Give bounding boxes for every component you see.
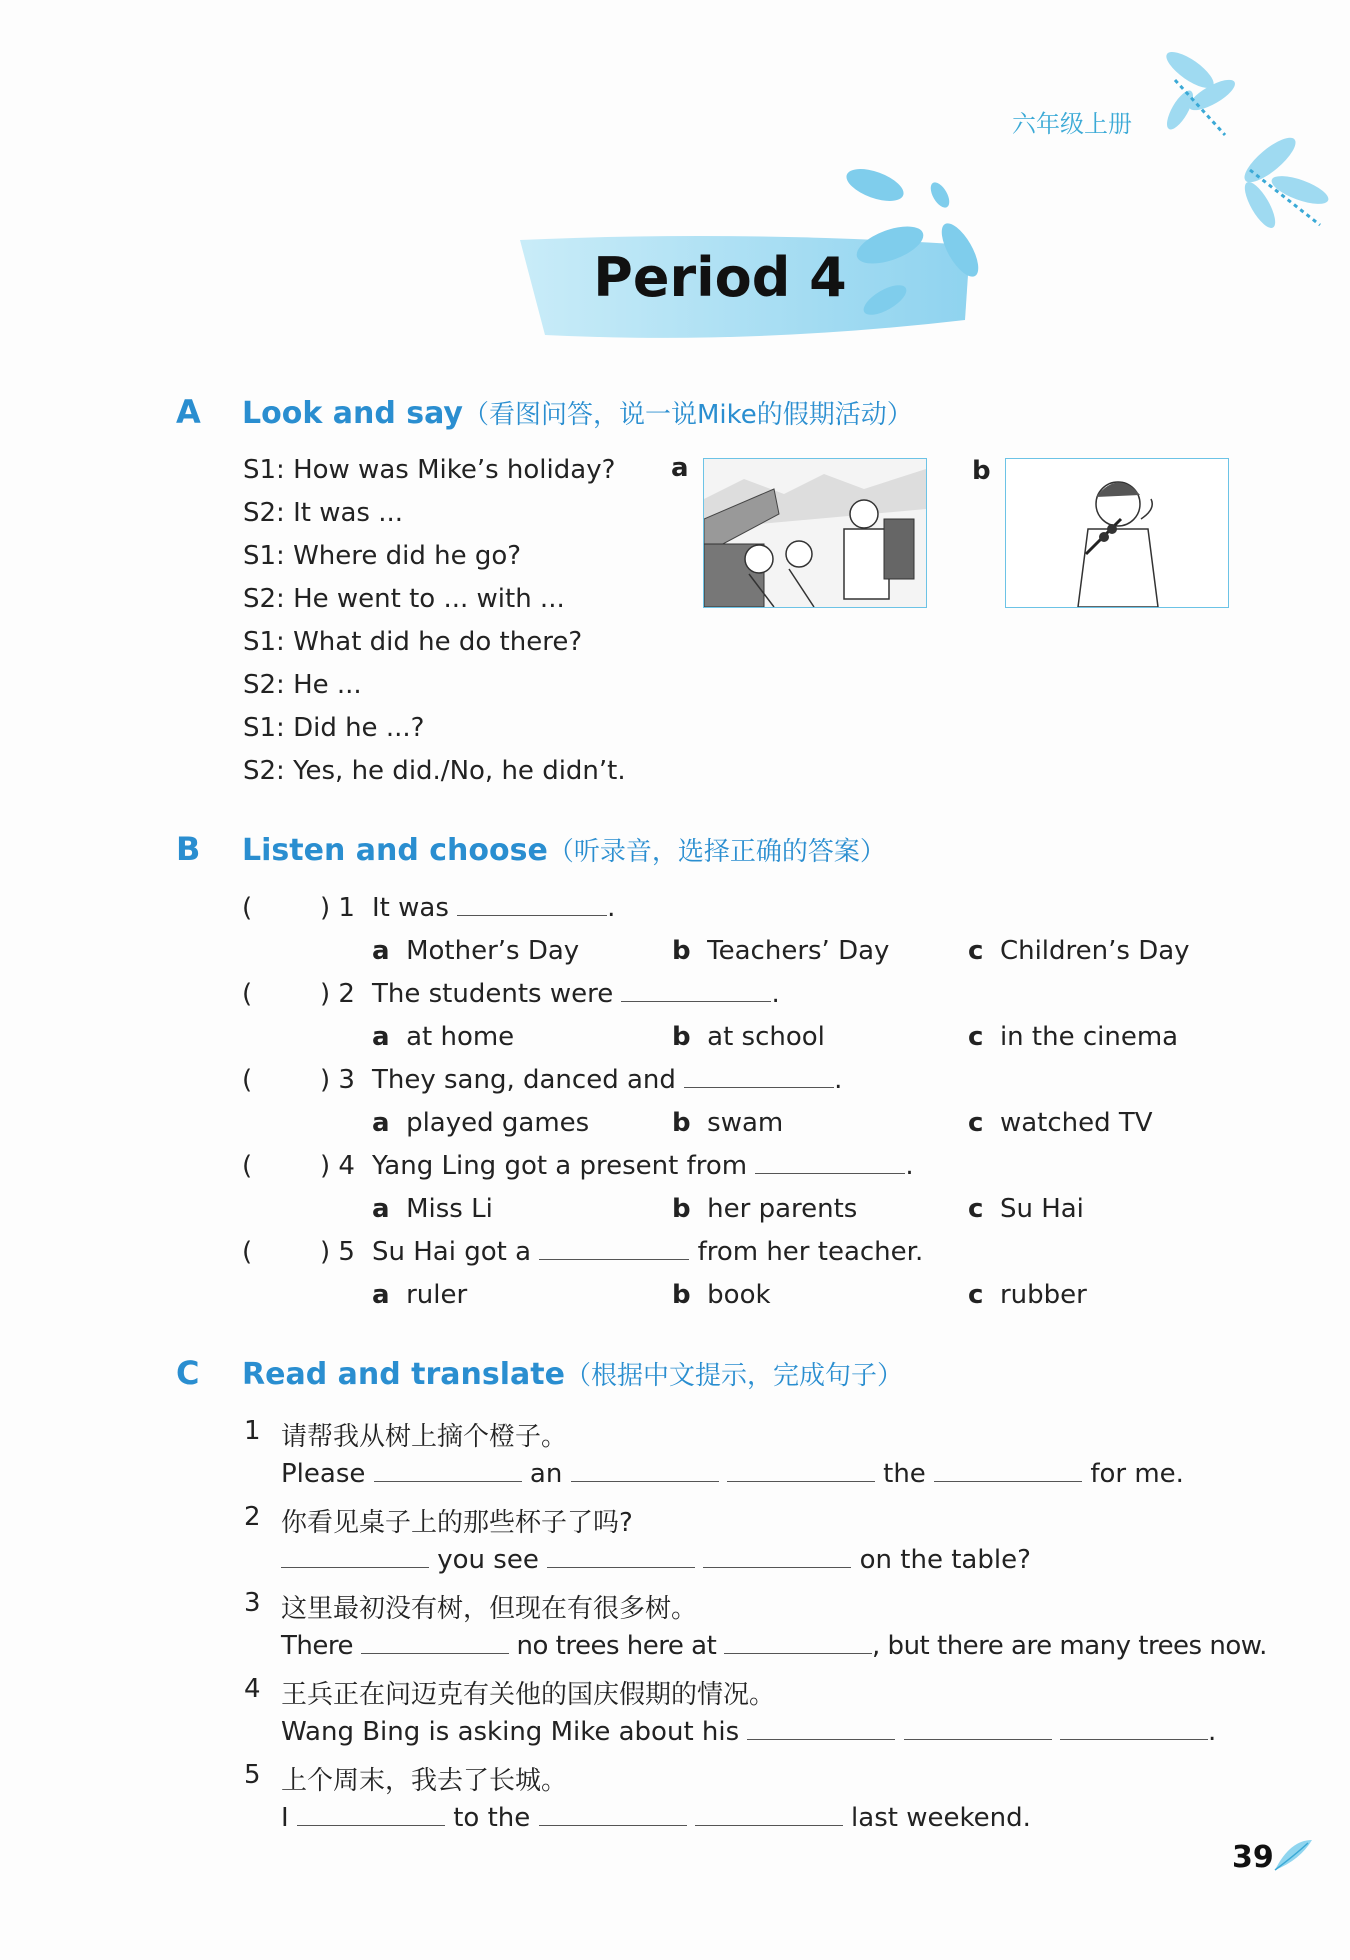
option-a: a Miss Li [372,1194,493,1224]
dialogue-line: S1: Where did he go? [243,541,522,571]
dialogue-line: S2: He went to ... with ... [243,584,565,614]
chinese-prompt: 王兵正在问迈克有关他的国庆假期的情况。 [281,1680,776,1710]
section-c-heading [242,1355,903,1392]
answer-blank[interactable] [755,1153,905,1174]
answer-paren: ( [242,979,253,1009]
translation-sentence: Please an the for me. [281,1459,1184,1489]
chinese-prompt: 上个周末，我去了长城。 [281,1766,568,1796]
answer-paren: ( [242,1065,253,1095]
question-number: ) 1 [320,893,355,923]
option-a: a Mother’s Day [372,936,580,966]
translation-sentence: I to the last weekend. [281,1803,1031,1833]
section-b-title: Listen and choose [242,833,548,868]
option-a: a played games [372,1108,590,1138]
option-a: a ruler [372,1280,468,1310]
boy-eating-illustration-icon [1006,459,1228,607]
great-wall-illustration-icon [704,459,926,607]
chinese-prompt: 这里最初没有树，但现在有很多树。 [281,1594,698,1624]
dialogue-line: S2: It was ... [243,498,403,528]
answer-blank[interactable] [684,1067,834,1088]
answer-blank[interactable] [374,1461,522,1482]
dialogue-line: S1: Did he ...? [243,713,425,743]
item-number: 1 [244,1416,261,1446]
translation-sentence: Wang Bing is asking Mike about his . [281,1717,1217,1747]
dialogue-line: S2: He ... [243,670,362,700]
question-stem: They sang, danced and . [372,1065,843,1095]
question-stem: Yang Ling got a present from . [372,1151,914,1181]
item-number: 3 [244,1588,261,1618]
picture-b-label: b [972,456,991,486]
chinese-prompt: 你看见桌子上的那些杯子了吗? [281,1508,633,1538]
question-number: ) 4 [320,1151,355,1181]
option-b: b Teachers’ Day [672,936,890,966]
item-number: 5 [244,1760,261,1790]
chinese-prompt: 请帮我从树上摘个橙子。 [281,1422,568,1452]
option-b: b her parents [672,1194,858,1224]
leaf-decoration-icon [1270,1835,1315,1875]
answer-blank[interactable] [539,1239,689,1260]
answer-blank[interactable] [539,1805,687,1826]
answer-blank[interactable] [361,1633,509,1654]
picture-b-boy-eating [1005,458,1229,608]
section-c-title: Read and translate [242,1357,565,1392]
section-a-letter: A [176,393,201,431]
item-number: 4 [244,1674,261,1704]
picture-a-label: a [671,453,689,483]
option-c: c in the cinema [968,1022,1179,1052]
section-c-subtitle: （根据中文提示，完成句子） [564,1361,903,1391]
dialogue-line: S1: How was Mike’s holiday? [243,455,616,485]
answer-blank[interactable] [457,895,607,916]
section-c-letter: C [176,1354,200,1392]
section-a-title: Look and say [242,396,463,431]
dialogue-line: S2: Yes, he did./No, he didn’t. [243,756,626,786]
answer-blank[interactable] [904,1719,1052,1740]
page-number: 39 [1232,1840,1274,1875]
section-a-heading [242,394,913,431]
translation-sentence: There no trees here at , but there are many trees now. [281,1631,1267,1661]
answer-paren: ( [242,1237,253,1267]
section-b-subtitle: （听录音，选择正确的答案） [547,837,886,867]
option-b: b swam [672,1108,784,1138]
section-a-subtitle: （看图问答，说一说Mike的假期活动） [463,400,913,430]
option-b: b book [672,1280,771,1310]
question-number: ) 2 [320,979,355,1009]
question-number: ) 3 [320,1065,355,1095]
option-a: a at home [372,1022,515,1052]
option-c: c Children’s Day [968,936,1190,966]
answer-blank[interactable] [1060,1719,1208,1740]
answer-blank[interactable] [547,1547,695,1568]
dragonfly-decoration-icon [1150,40,1330,240]
answer-blank[interactable] [703,1547,851,1568]
item-number: 2 [244,1502,261,1532]
option-b: b at school [672,1022,825,1052]
question-stem: It was . [372,893,616,923]
section-b-heading [242,831,886,868]
answer-blank[interactable] [571,1461,719,1482]
question-number: ) 5 [320,1237,355,1267]
grade-label: 六年级上册 [1012,110,1132,138]
translation-sentence: you see on the table? [281,1545,1031,1575]
answer-blank[interactable] [621,981,771,1002]
dialogue-line: S1: What did he do there? [243,627,583,657]
question-stem: Su Hai got a from her teacher. [372,1237,924,1267]
answer-blank[interactable] [281,1547,429,1568]
answer-paren: ( [242,1151,253,1181]
answer-blank[interactable] [297,1805,445,1826]
question-stem: The students were . [372,979,780,1009]
option-c: c watched TV [968,1108,1153,1138]
page-title: Period 4 [593,246,847,309]
section-b-letter: B [176,830,201,868]
answer-blank[interactable] [747,1719,895,1740]
answer-blank[interactable] [934,1461,1082,1482]
answer-blank[interactable] [727,1461,875,1482]
option-c: c Su Hai [968,1194,1084,1224]
answer-blank[interactable] [695,1805,843,1826]
answer-blank[interactable] [724,1633,872,1654]
picture-a-great-wall [703,458,927,608]
answer-paren: ( [242,893,253,923]
option-c: c rubber [968,1280,1087,1310]
